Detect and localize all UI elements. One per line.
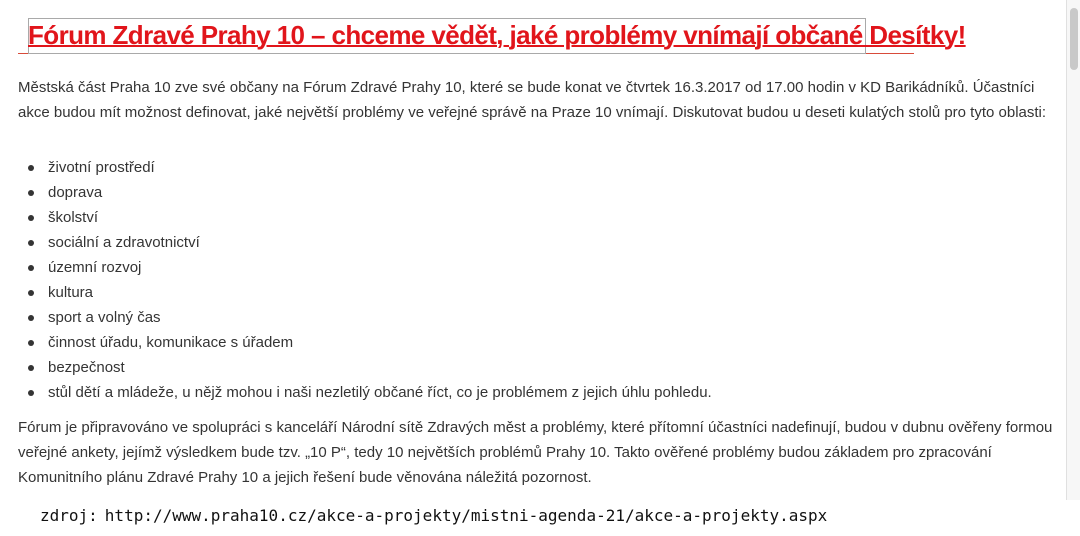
topic-label: sociální a zdravotnictví [48, 234, 200, 251]
source-url-link[interactable]: http://www.praha10.cz/akce-a-projekty/mistni-agenda-21/akce-a-projekty.aspx [104, 506, 828, 525]
vertical-scrollbar[interactable] [1066, 0, 1080, 500]
topic-label: školství [48, 209, 99, 226]
topic-list-item [18, 255, 712, 280]
bullet-dot-icon [28, 265, 34, 271]
source-label: zdroj: [40, 506, 98, 525]
topic-list [18, 155, 712, 405]
bullet-dot-icon [28, 290, 34, 296]
topic-list-item [18, 230, 712, 255]
topic-label: životní prostředí [48, 159, 155, 176]
topic-list-item [18, 380, 712, 405]
topic-list-item [18, 330, 712, 355]
bullet-dot-icon [28, 390, 34, 396]
topic-list-item [18, 280, 712, 305]
bullet-dot-icon [28, 315, 34, 321]
topic-label: bezpečnost [48, 359, 125, 376]
topic-label: stůl dětí a mládeže, u nějž mohou i naši nezletilý občané říct, co je problémem z jejich úhlu pohledu. [48, 384, 712, 401]
topic-list-item [18, 305, 712, 330]
bullet-dot-icon [28, 190, 34, 196]
topic-list-item [18, 155, 712, 180]
title-area [18, 10, 966, 54]
bullet-dot-icon [28, 240, 34, 246]
intro-paragraph: Městská část Praha 10 zve své občany na Fórum Zdravé Prahy 10, které se bude konat ve čtvrtek 16.3.2017 od 17.00 hodin v KD Barikádníků. Účastníci akce budou mít možnost definovat, jaké největší problémy ve veřejné správě na Praze 10 vnímají. Diskutovat budou u deseti kulatých stolů pro tyto oblasti: [18, 79, 1047, 121]
bullet-dot-icon [28, 340, 34, 346]
bullet-dot-icon [28, 215, 34, 221]
topic-label: doprava [48, 184, 103, 201]
closing-paragraph: Fórum je připravováno ve spolupráci s kanceláří Národní sítě Zdravých měst a problémy, které přítomní účastníci nadefinují, budou v dubnu ověřeny formou veřejné ankety, jejímž výsledkem bude tzv. „10 P“, tedy 10 největších problémů Prahy 10. Takto ověřené problémy budou základem pro zpracování Komunitního plánu Zdravé Prahy 10 a jejich řešení bude věnována náležitá pozornost. [18, 419, 1053, 486]
topic-label: činnost úřadu, komunikace s úřadem [48, 334, 294, 351]
article-title-link[interactable]: Fórum Zdravé Prahy 10 – chceme vědět, jaké problémy vnímají občané Desítky! [28, 20, 966, 50]
source-citation [40, 505, 827, 527]
topic-list-item [18, 180, 712, 205]
bullet-dot-icon [28, 365, 34, 371]
topic-label: územní rozvoj [48, 259, 142, 276]
topic-label: sport a volný čas [48, 309, 161, 326]
topic-list-item [18, 205, 712, 230]
topic-list-item [18, 355, 712, 380]
topic-label: kultura [48, 284, 94, 301]
bullet-dot-icon [28, 165, 34, 171]
scrollbar-thumb[interactable] [1070, 8, 1078, 70]
